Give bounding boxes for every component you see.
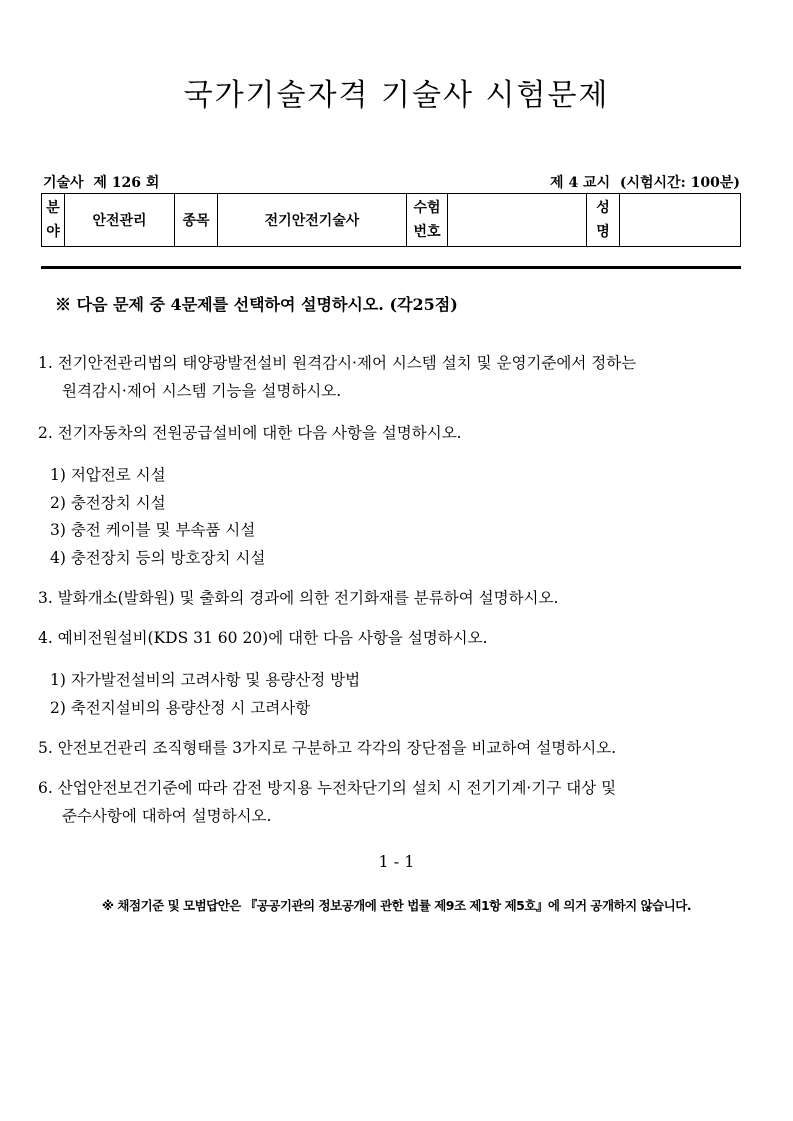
exam-period: 제 4 교시 (시험시간: 100분) (550, 175, 740, 191)
type-value: 전기안전기술사 (218, 194, 407, 247)
question-4-sub-2: 2) 축전지설비의 용량산정 시 고려사항 (50, 699, 311, 717)
question-6 (38, 774, 758, 830)
question-2-sub-3: 3) 충전 케이블 및 부속품 시설 (50, 521, 256, 539)
footer-notice: ※ 채점기준 및 모범답안은 『공공기관의 정보공개에 관한 법률 제9조 제1항 제5호』에 의거 공개하지 않습니다. (101, 898, 692, 913)
question-5 (38, 734, 758, 762)
info-table (41, 193, 741, 247)
question-2-line-1: 2. 전기자동차의 전원공급설비에 대한 다음 사항을 설명하시오. (38, 424, 462, 442)
question-4-line-1: 4. 예비전원설비(KDS 31 60 20)에 대한 다음 사항을 설명하시오. (38, 629, 488, 647)
question-1-line-1: 1. 전기안전관리법의 태양광발전설비 원격감시·제어 시스템 설치 및 운영기준에서 정하는 (38, 354, 637, 372)
question-1 (38, 349, 758, 405)
exam-header (43, 172, 740, 192)
question-5-line-1: 5. 안전보건관리 조직형태를 3가지로 구분하고 각각의 장단점을 비교하여 설명하시오. (38, 739, 617, 757)
exam-number-label-bottom: 번호 (413, 224, 441, 240)
instruction: ※ 다음 문제 중 4문제를 선택하여 설명하시오. (각25점) (55, 295, 458, 314)
exam-number-label (407, 194, 448, 247)
field-value: 안전관리 (65, 194, 175, 247)
exam-session: 기술사 제 126 회 (43, 175, 160, 191)
question-4 (38, 624, 758, 652)
divider (41, 266, 741, 269)
question-2-sub-1: 1) 저압전로 시설 (50, 466, 166, 484)
question-6-line-2: 준수사항에 대하여 설명하시오. (62, 807, 272, 825)
name-label-top: 성 (596, 200, 610, 216)
page-title: 국가기술자격 기술사 시험문제 (183, 78, 610, 113)
field-label-bottom: 야 (46, 224, 60, 240)
question-1-line-2: 원격감시·제어 시스템 기능을 설명하시오. (62, 382, 342, 400)
question-2 (38, 419, 758, 447)
type-label: 종목 (175, 194, 218, 247)
name-label-bottom: 명 (596, 224, 610, 240)
name-label (587, 194, 620, 247)
question-2-sub-2: 2) 충전장치 시설 (50, 494, 166, 512)
field-label-top: 분 (46, 200, 60, 216)
exam-number-field[interactable] (448, 194, 587, 247)
question-2-sub-4: 4) 충전장치 등의 방호장치 시설 (50, 549, 266, 567)
question-6-line-1: 6. 산업안전보건기준에 따라 감전 방지용 누전차단기의 설치 시 전기기계·기구 대상 및 (38, 779, 617, 797)
exam-number-label-top: 수험 (413, 200, 441, 216)
question-3 (38, 584, 758, 612)
question-4-sub-1: 1) 자가발전설비의 고려사항 및 용량산정 방법 (50, 671, 361, 689)
page-number: 1 - 1 (378, 852, 415, 871)
name-field[interactable] (620, 194, 741, 247)
question-3-line-1: 3. 발화개소(발화원) 및 출화의 경과에 의한 전기화재를 분류하여 설명하시오. (38, 589, 559, 607)
field-label (42, 194, 65, 247)
